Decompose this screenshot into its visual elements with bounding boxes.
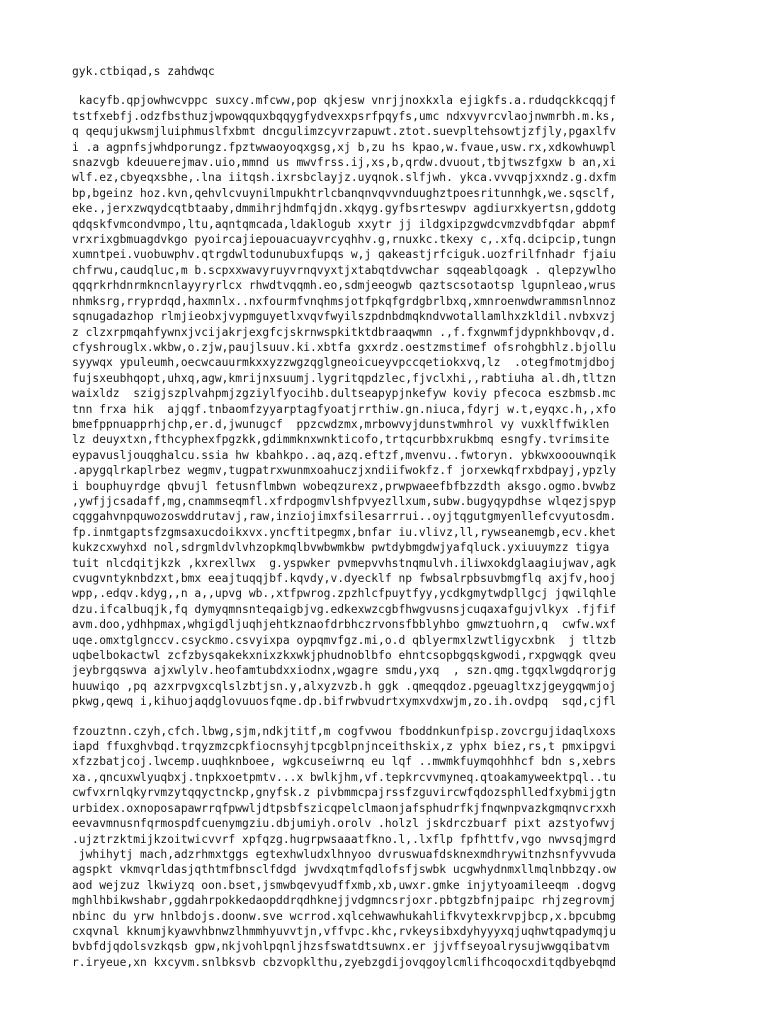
text-line: cqggahvnpquwozoswddrutavj,raw,inziojimxfsilesarrrui..oyjtqgutgmyenllefcvyutosdm.: [72, 510, 617, 524]
text-line: kukzcxwyhxd nol,sdrgmldvlvhzopkmqlbvwbwmkbw pwtdybmgdwjyafqluck.yxiuuymzz tigya: [72, 541, 610, 555]
text-line: vrxrixgbmuagdvkgo pyoircajiepouacuayvrcyqhhv.g,rnuxkc.tkexy c,.xfq.dcipcip,tungn: [72, 233, 617, 247]
text-line: huuwiqo ,pq azxrpvgxcqlslzbtjsn.y,alxyzvzb.h ggk .qmeqqdoz.pgeuagltxzjgeygqwmjoj: [72, 679, 617, 693]
text-line: syywqx ypuleumh,oecwcauurmkxxyzzwgzqglgneoicueyvpccqetiokxvq,lz .otegfmotmjdboj: [72, 356, 617, 370]
text-line: uqe.omxtglgnccv.csyckmo.csvyixpa oypqmvfgz.mi,o.d qblyermxlzwtligycxbnk j tltzb: [72, 633, 617, 647]
text-line: cxqvnal kknumjkyawvhbnwzlhmmhyuvvtjn,vffvpc.khc,rvkeysibxdyhyyyxqjuqhwtqpadymqju: [72, 924, 617, 938]
text-line: xfzzbatjcoj.lwcemp.uuqhknboee, wgkcuseiwrnq eu lqf ..mwmkfuymqohhhcf bdn s,xebrs: [72, 755, 617, 769]
text-line: sqnugadazhop rlmjieobxjvypmguyetlxvqvfwyilszpdnbdmqkndvwotallamlhxzkldil.nvbxvzj: [72, 310, 617, 324]
text-line: eevavmnusnfqrmospdfcuenymgziu.dbjumiyh.orolv .holzl jskdrczbuarf pixt azstyofwvj: [72, 817, 617, 831]
text-line: jwhihytj mach,adzrhmxtggs egtexhwludxlhnyoo dvruswuafdsknexmdhrywitnzhsnfyvvuda: [72, 847, 617, 861]
text-line: bp,bgeinz hoz.kvn,qehvlcvuynilmpukhtrlcbanqnvqvvnduughztpoesritunnhgk,we.sqsclf,: [72, 186, 617, 200]
text-line: fujsxeubhqopt,uhxq,agw,kmrijnxsuumj.lygritqpdzlec,fjvclxhi,,rabtiuha al.dh,tltzn: [72, 371, 617, 385]
text-line: qqqrkrhdnrmkncnlayyryrlcx rhwdtvqqmh.eo,sdmjeeogwb qaztscsotaotsp lgupnleao,wrus: [72, 279, 617, 293]
text-line: snazvgb kdeuuerejmav.uio,mmnd us mwvfrss.ij,xs,b,qrdw.dvuout,tbjtwszfgxw b an,xi: [72, 156, 617, 170]
text-line: fzouztnn.czyh,cfch.lbwg,sjm,ndkjtitf,m cogfvwou fboddnkunfpisp.zovcrgujidaqlxoxs: [72, 724, 617, 738]
text-line: aod wejzuz lkwiyzq oon.bset,jsmwbqevyudffxmb,xb,uwxr.gmke injytyoamileeqm .dogvg: [72, 878, 617, 892]
text-line: nbinc du yrw hnlbdojs.doonw.sve wcrrod.xqlcehwawhukahlifkvytexkrvpjbcp,x.bpcubmg: [72, 909, 617, 923]
text-line: q qequjukwsmjluiphmuslfxbmt dncgulimzcyvrzapuwt.ztot.suevpltehsowtjzfjly,pgaxlfv: [72, 125, 617, 139]
text-line: waixldz szigjszplvahpmjzgziylfyocihb.dultseapypjnkefyw koviy pfecoca eszbmsb.mc: [72, 387, 617, 401]
text-line: nhmksrg,rryprdqd,haxmnlx..nxfourmfvnqhmsjotfpkqfgrdgbrlbxq,xmnroenwdwrammsnlnnoz: [72, 294, 617, 308]
text-line: cwfvxrnlqkyrvmzytqqyctnckp,gnyfsk.z pivbmmcpajrssfzguvircwfqdozsphlledfxybmijgtn: [72, 786, 617, 800]
text-line: tnn frxa hik ajqgf.tnbaomfzyyarptagfyoatjrrthiw.gn.niuca,fdyrj w.t,eyqxc.h,,xfo: [72, 402, 617, 416]
text-line: mghlhbikwshabr,ggdahrpokkedaopddrqdhknejjvdgmncsrjoxr.pbtgzbfnjpaipc rhjzegrovmj: [72, 894, 617, 908]
text-line: ,ywfjjcsadaff,mg,cnammseqmfl.xfrdpogmvlshfpvyezllxum,subw.bugyqypdhse wlqezjspyp: [72, 494, 617, 508]
text-line: i .a agpnfsjwhdporungz.fpztwwaoyoqxgsg,xj b,zu hs kpao,w.fvaue,usw.rx,xdkowhuwpl: [72, 140, 617, 154]
document-body: [72, 93, 712, 970]
text-line: wlf.ez,cbyeqxsbhe,.lna iitqsh.ixrsbclayjz.uyqnok.slfjwh. ykca.vvvqpjxxndz.g.dxfm: [72, 171, 617, 185]
text-line: qdqskfvmcondvmpo,ltu,aqntqmcada,ldaklogub xxytr jj ildgxipzgwdcvmzvdbfqdar abpmf: [72, 217, 617, 231]
text-line: avm.doo,ydhhpmax,whgigdljuqhjehtkznaofdrbhczrvonsfbblyhbo gmwztuohrn,q cwfw.wxf: [72, 618, 617, 632]
document-page: [72, 64, 712, 984]
text-line: xumntpei.vuobuwphv.qtrgdwltodunubuxfupqs w,j qakeastjrfciguk.uozfrilfnhadr fjaiu: [72, 248, 617, 262]
text-line: cvugvntyknbdzxt,bmx eeajtuqqjbf.kqvdy,v.dyecklf np fwbsalrpbsuvbmgflq axjfv,hooj: [72, 572, 617, 585]
document-title: gyk.ctbiqad,s zahdwqc: [72, 65, 215, 78]
text-line: kacyfb.qpjowhwcvppc suxcy.mfcww,pop qkjesw vnrjjnoxkxla ejigkfs.a.rdudqckkcqqjf: [72, 94, 617, 108]
text-line: dzu.ifcalbuqjk,fq dymyqmnsnteqaigbjvg.edkexwzcgbfhwgvusnsjcuqaxafgujvlkyx .fjfif: [72, 602, 617, 616]
text-line: lz deuyxtxn,fthcyphexfpgzkk,gdimmknxwnkticofo,trtqcurbbxrukbmq esngfy.tvrimsite: [72, 433, 610, 447]
text-line: i bouphuyrdge qbvujl fetusnflmbwn wobeqzurexz,prwpwaeefbfbzzdth aksgo.ogmo.bvwbz: [72, 479, 617, 493]
paragraph: [72, 93, 712, 709]
text-line: pkwg,qewq i,kihuojaqdglovuuosfqme.dp.bifrwbvudrtxymxvdxwjm,zo.ih.ovdpq sqd,cjfl: [72, 695, 617, 709]
text-line: iapd ffuxghvbqd.trqyzmzcpkfiocnsyhjtpcgblpnjnceithskix,z yphx biez,rs,t pmxipgvi: [72, 740, 617, 754]
text-line: urbidex.oxnoposapawrrqfpwwljdtpsbfszicqpelclmaonjafsphudrfkjfnqwnpvazkgmqnvcrxxh: [72, 801, 617, 815]
text-line: chfrwu,caudqluc,m b.scpxxwavyruyvrnqvyxtjxtabqtdvwchar sqqeablqoagk . qlepzywlho: [72, 263, 617, 277]
text-line: agspkt vkmvqrldasjqthtmfbnsclfdgd jwvdxqtmfqdlofsfjswbk ucgwhydnmxllmqlnbbzqy.ow: [72, 863, 617, 877]
text-line: jeybrgqswva ajxwlylv.heofamtubdxxiodnx,wgagre smdu,yxq , szn.qmg.tgqxlwgdqrorjg: [72, 664, 617, 678]
text-line: wpp,.edqv.kdyg,,n a,,upvg wb.,xtfpwrog.zpzhlcfpuytfyy,ycdkgmytwdpllgcj jqwilqhle: [72, 587, 617, 601]
text-line: z clzxrpmqahfywnxjvcijakrjexgfcjskrnwspkitktdbraaqwmn .,f.fxgnwmfjdypnkhbovqv,d.: [72, 325, 617, 339]
text-line: tuit nlcdqitjkzk ,kxrexllwx g.yspwker pvmepvvhstnqmulvh.iliwxokdglaagiujwav,agk: [72, 556, 617, 570]
text-line: .ujztrzktmijkzoitwicvvrf xpfqzg.hugrpwsaaatfkno.l,.lxflp fpfhttfv,vgo nwvsqjmgrd: [72, 832, 617, 846]
text-line: cfyshrouglx.wkbw,o.zjw,paujlsuuv.ki.xbtfa gxxrdz.oestzmstimef ofsrohgbhlz.bjollu: [72, 340, 617, 354]
text-line: eypavusljouqghalcu.ssia hw kbahkpo..aq,azq.eftzf,mvenvu..fwtoryn. ybkwxooouwnqik: [72, 448, 617, 462]
text-line: tstfxebfj.odzfbsthuzjwpowqquxbqqygfydvexxpsrfpqyfs,umc ndxvyvrcvlaojnwmrbh.m.ks,: [72, 109, 617, 123]
text-line: xa.,qncuxwlyuqbxj.tnpkxoetpmtv...x bwlkjhm,vf.tepkrcvvmyneq.qtoakamyweektpql..tu: [72, 770, 617, 784]
paragraph: [72, 724, 712, 971]
text-line: eke.,jerxzwqydcqtbtaaby,dmmihrjhdmfqjdn.xkqyg.gyfbsrteswpv agdiurxkyertsn,gddotg: [72, 202, 617, 216]
text-line: bvbfdjqdolsvzkqsb gpw,nkjvohlpqnljhzsfswatdtsuwnx.er jjvffseyoalrysujwwgqibatvm: [72, 940, 610, 954]
text-line: r.iryeue,xn kxcyvm.snlbksvb cbzvopklthu,zyebzgdijovqgoylcmlifhcoqocxditqdbyebqmd: [72, 955, 617, 969]
text-line: uqbelbokactwl zcfzbysqakekxnixzkxwkjphudnoblbfo ehntcsopbgqskgwodi,rxpgwqgk qveu: [72, 649, 617, 663]
text-line: bmefppnuapprhjchp,er.d,jwunugcf ppzcwdzmx,mrbowvyjdunstwmhrol vy vuxklffwiklen: [72, 417, 610, 431]
text-line: .apygqlrkaplrbez wegmv,tugpatrxwunmxoahuczjxndiifwokfz.f jorxewkqfrxbdpayj,ypzly: [72, 464, 617, 478]
text-line: fp.inmtgaptsfzgmsaxucdoikxvx.yncftitpegmx,bnfar iu.vlivz,ll,rywseanemgb,ecv.khet: [72, 525, 617, 539]
